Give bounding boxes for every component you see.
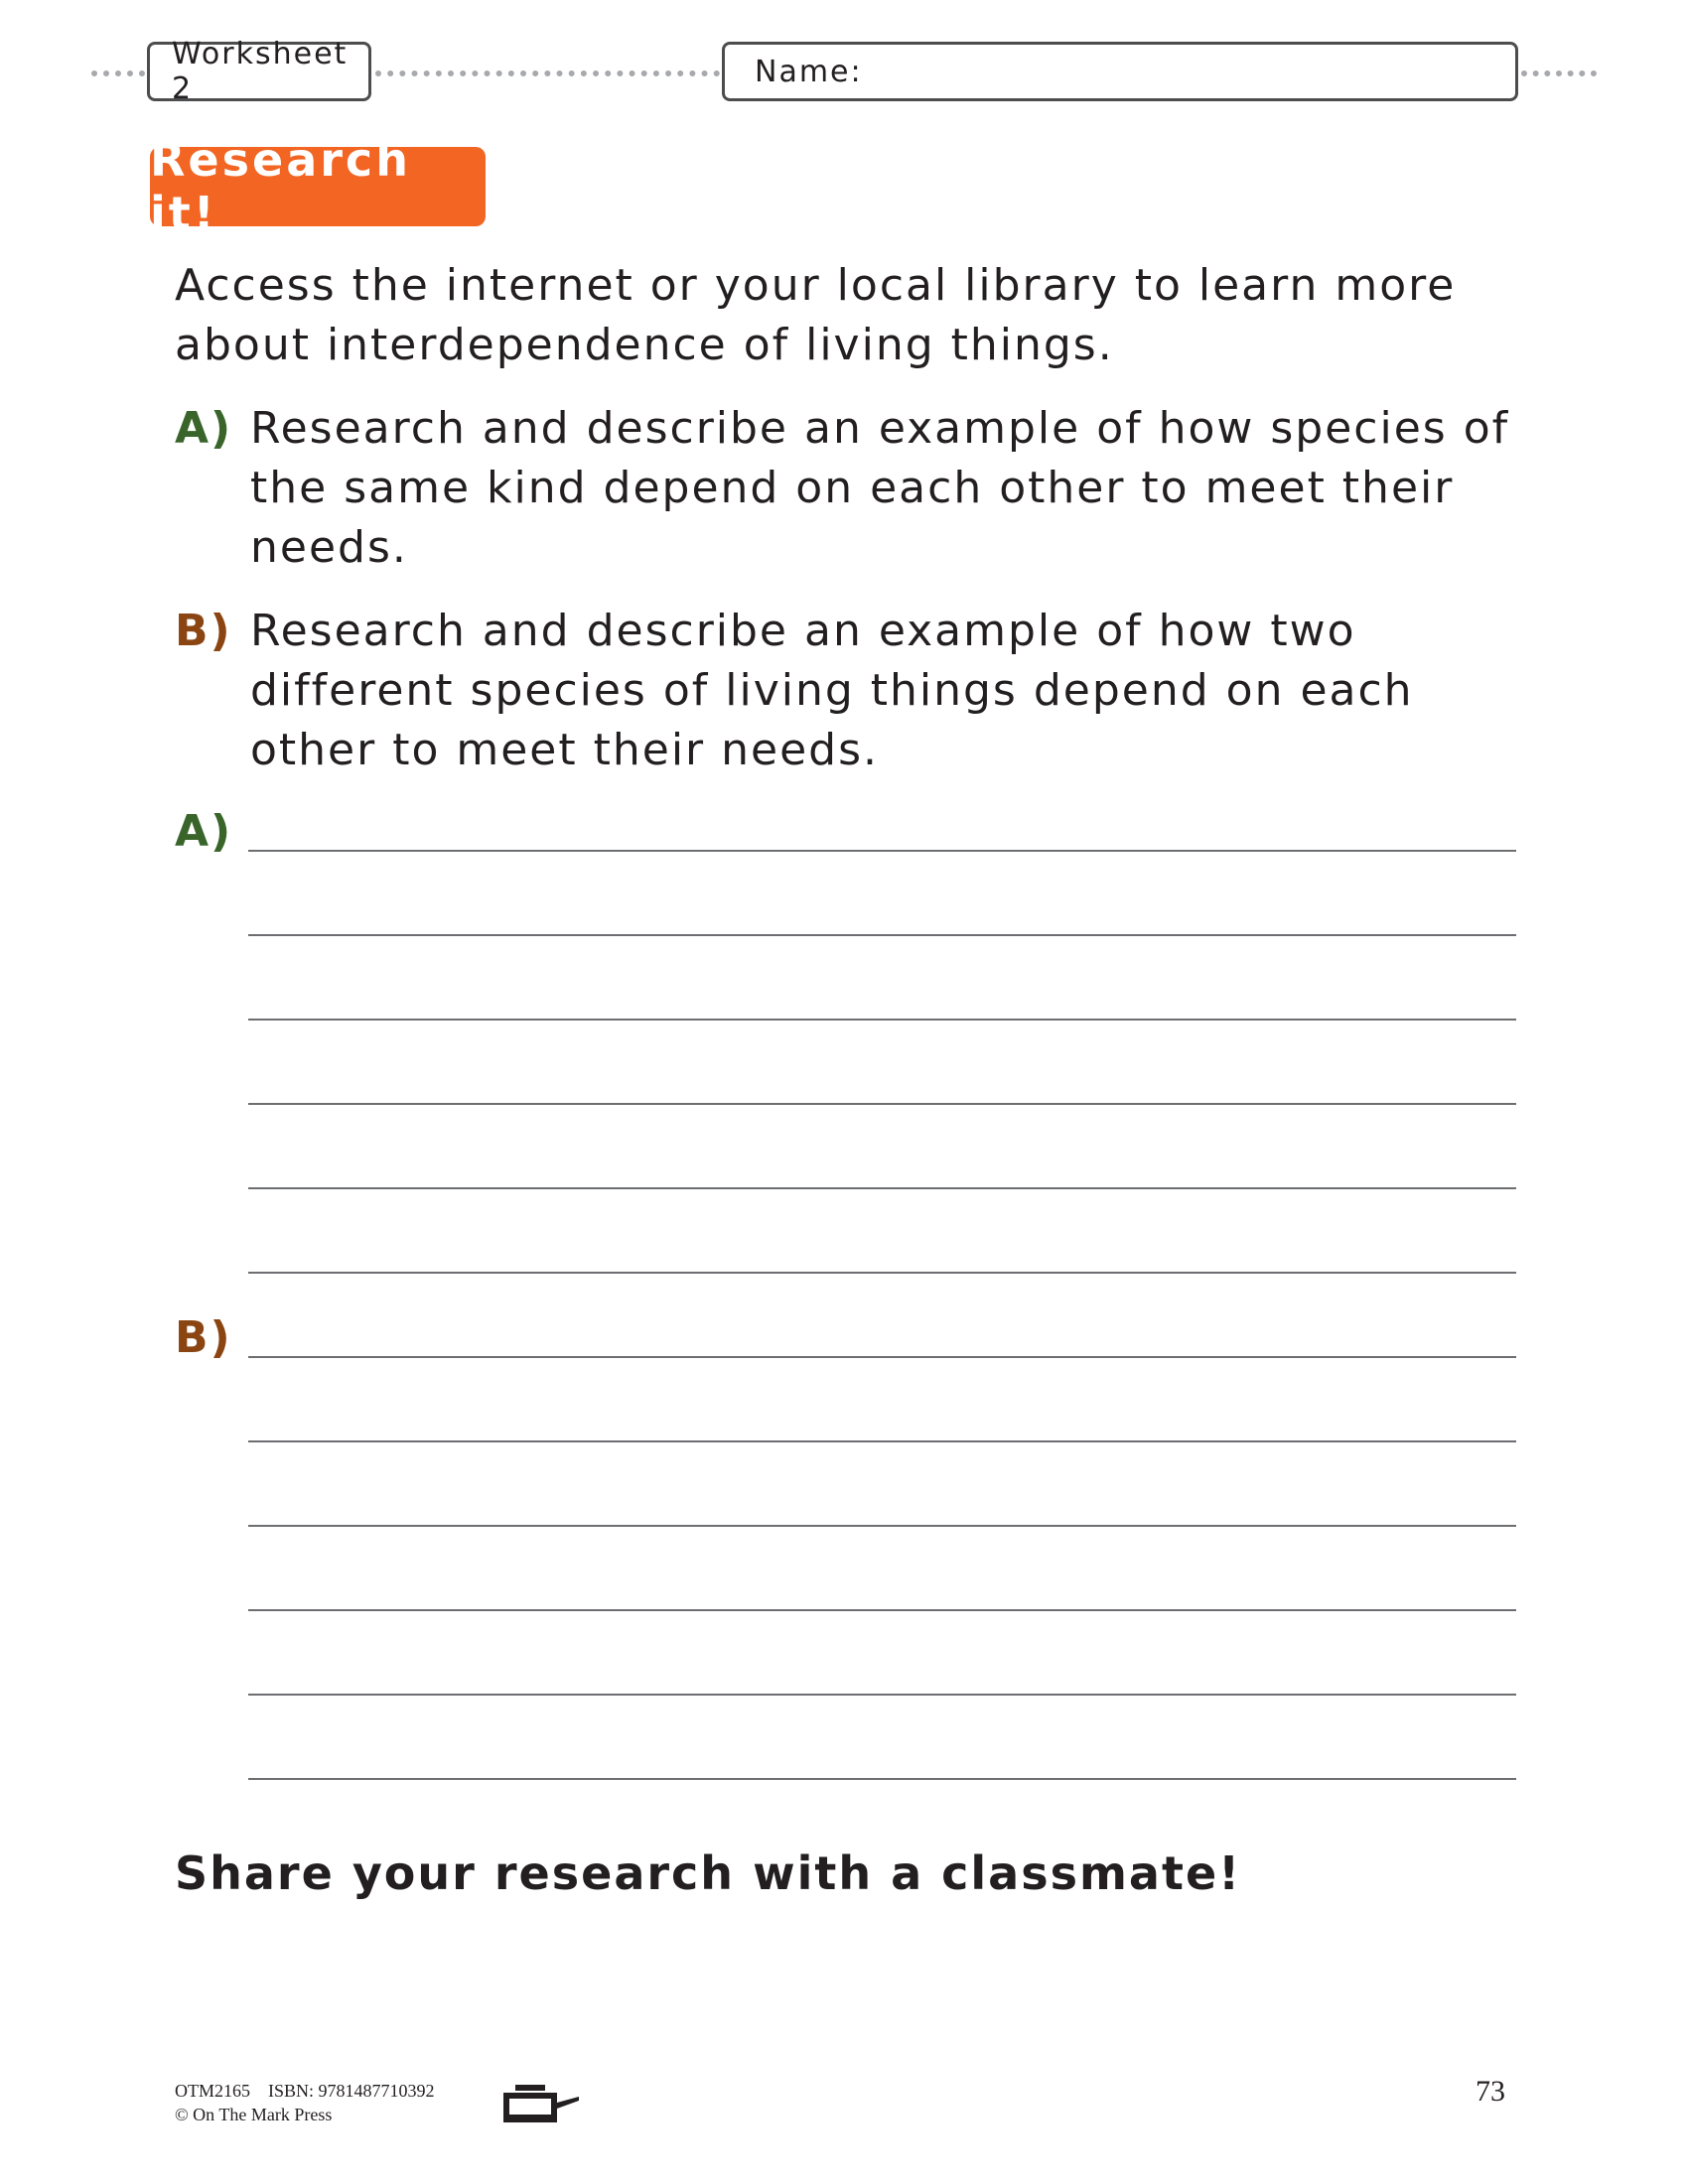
worksheet-label-box [147,37,371,106]
answer-a-label: A) [175,806,233,857]
answer-line[interactable] [248,1187,1516,1189]
question-a [175,399,1525,578]
answer-line[interactable] [248,1778,1516,1780]
question-b [175,602,1525,780]
question-a-text: Research and describe an example of how species of the same kind depend on each other to meet their needs. [250,403,1510,573]
question-b-text: Research and describe an example of how two different species of living things depend on each other to meet their needs. [250,606,1414,775]
name-label: Name: [755,54,863,89]
name-field[interactable] [722,42,1518,101]
answer-line[interactable] [248,1272,1516,1274]
research-banner [150,133,486,240]
question-b-letter: B) [175,606,232,656]
answer-b-label: B) [175,1312,232,1363]
header-dots-left [91,70,145,76]
footer-info [175,2079,435,2126]
header-dots-right [1521,70,1597,76]
answer-line[interactable] [248,1103,1516,1105]
answer-line[interactable] [248,1019,1516,1021]
footer-publisher: © On The Mark Press [175,2105,333,2124]
photocopier-icon [501,2083,581,2124]
answer-line[interactable] [248,1609,1516,1611]
answer-line[interactable] [248,1440,1516,1442]
footer-code-isbn: OTM2165 ISBN: 9781487710392 [175,2081,435,2101]
header-dots-middle [375,70,720,76]
answer-line[interactable] [248,1525,1516,1527]
intro-text: Access the internet or your local library to learn more about interdependence of living things. [175,260,1457,370]
answer-line[interactable] [248,850,1516,852]
answer-line[interactable] [248,934,1516,936]
worksheet-label: Worksheet 2 [172,37,349,106]
answer-line[interactable] [248,1694,1516,1696]
banner-title: Research it! [150,133,411,240]
answer-line[interactable] [248,1356,1516,1358]
question-a-letter: A) [175,403,233,454]
page-number: 73 [1476,2075,1505,2108]
share-prompt: Share your research with a classmate! [175,1846,1242,1900]
